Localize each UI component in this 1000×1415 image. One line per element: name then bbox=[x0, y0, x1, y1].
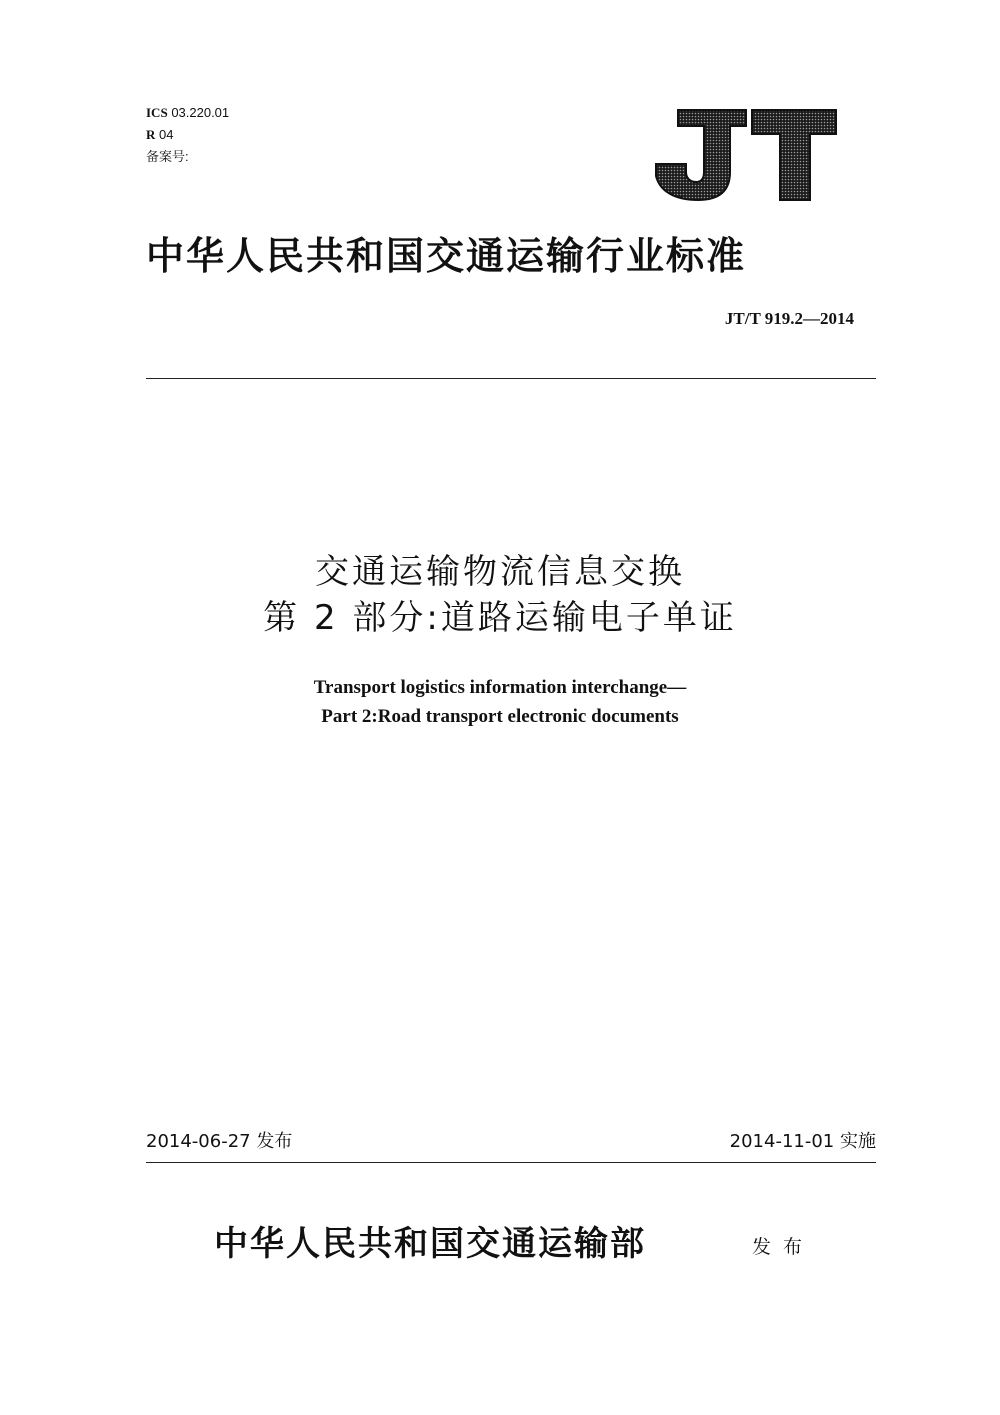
en-title-line-1: Transport logistics information interchange— bbox=[313, 677, 687, 698]
classification-code bbox=[146, 126, 173, 144]
footer-divider bbox=[146, 1162, 876, 1163]
zh-title-line-2: 第 2 部分:道路运输电子单证 bbox=[263, 598, 737, 638]
record-number: 备案号: bbox=[146, 149, 189, 164]
issuer-action: 发布 bbox=[752, 1236, 815, 1258]
standard-title: 中华人民共和国交通运输行业标准 bbox=[146, 233, 747, 278]
standard-number: JT/T 919.2—2014 bbox=[724, 309, 854, 328]
release-date: 2014-06-27 发布 bbox=[146, 1131, 293, 1152]
header-divider bbox=[146, 378, 876, 379]
classification-label: R bbox=[146, 127, 156, 142]
ics-value: 03.220.01 bbox=[171, 105, 230, 120]
zh-title-line-1: 交通运输物流信息交换 bbox=[315, 552, 685, 592]
classification-value: 04 bbox=[159, 127, 174, 142]
en-title-line-2: Part 2:Road transport electronic documents bbox=[321, 706, 679, 727]
implementation-date: 2014-11-01 实施 bbox=[729, 1131, 876, 1152]
issuer-name: 中华人民共和国交通运输部 bbox=[214, 1224, 646, 1264]
ics-label: ICS bbox=[146, 105, 168, 120]
ics-code bbox=[146, 104, 229, 122]
jt-logo bbox=[652, 106, 838, 202]
